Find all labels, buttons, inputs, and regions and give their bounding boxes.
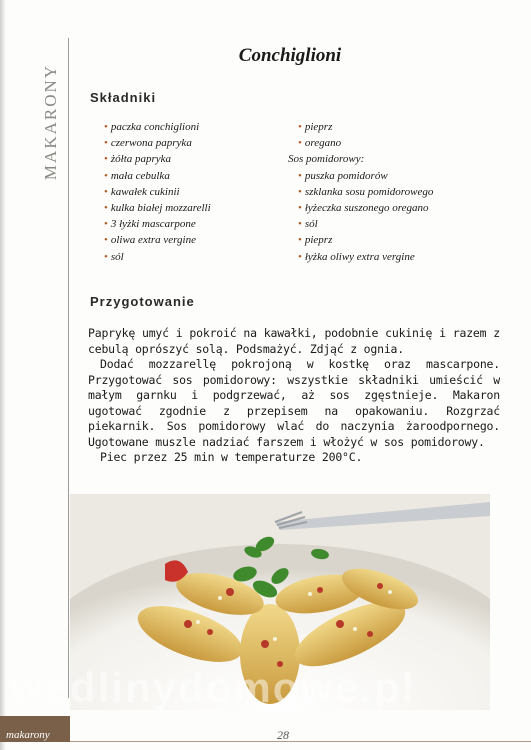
ingredient-text: kawałek cukinii <box>110 185 180 198</box>
ingredients-list-left <box>104 119 284 265</box>
ingredient-text: oliwa extra vergine <box>110 234 196 247</box>
ingredient-item <box>104 232 284 248</box>
recipe-title: Conchiglioni <box>238 45 342 66</box>
bullet-icon: • <box>298 121 302 133</box>
bullet-icon: • <box>298 185 302 198</box>
preparation-heading: Przygotowanie <box>90 294 195 309</box>
ingredient-text: puszka pomidorów <box>304 169 388 182</box>
bullet-icon: • <box>298 202 302 215</box>
bullet-icon: • <box>104 202 108 215</box>
bullet-icon: • <box>104 137 108 150</box>
ingredient-text: 3 łyżki mascarpone <box>110 218 196 231</box>
bullet-icon: • <box>104 121 108 133</box>
ingredient-item <box>104 249 284 265</box>
bullet-icon: • <box>298 169 302 182</box>
ingredient-text: sól <box>110 250 124 263</box>
ingredient-item <box>298 135 498 151</box>
ingredient-text: szklanka sosu pomidorowego <box>304 185 434 198</box>
preparation-text <box>88 326 500 466</box>
ingredient-text: mała cebulka <box>110 169 170 182</box>
section-tab-label: MAKARONY <box>41 63 60 181</box>
ingredient-item <box>104 168 284 184</box>
page-gutter <box>0 0 6 750</box>
ingredient-item <box>298 249 498 265</box>
bullet-icon: • <box>298 250 302 263</box>
ingredient-text: sól <box>304 218 318 231</box>
ingredient-item <box>298 168 498 184</box>
ingredient-text: Sos pomidorowy: <box>288 153 365 166</box>
bullet-icon: • <box>104 234 108 247</box>
ingredient-text: pieprz <box>304 121 333 133</box>
ingredient-text: pieprz <box>304 234 333 247</box>
ingredient-text: oregano <box>304 137 342 150</box>
bullet-icon: • <box>298 218 302 231</box>
footer-rule <box>70 741 531 742</box>
ingredient-text: łyżeczka suszonego oregano <box>304 202 429 215</box>
page-number: 28 <box>277 728 289 742</box>
ingredient-text: paczka conchiglioni <box>110 121 200 133</box>
bullet-icon: • <box>104 169 108 182</box>
ingredient-item <box>104 119 284 135</box>
ingredient-text: łyżka oliwy extra vergine <box>304 250 415 263</box>
sidebar-divider <box>68 38 69 698</box>
ingredient-item <box>298 119 498 135</box>
section-tab <box>36 42 66 202</box>
ingredients-list-right <box>288 119 498 265</box>
ingredient-item <box>104 151 284 167</box>
ingredient-item <box>104 184 284 200</box>
preparation-paragraph: Piec przez 25 min w temperaturze 200°C. <box>100 450 363 464</box>
preparation-paragraph: Paprykę umyć i pokroić na kawałki, podobnie cukinię i razem z cebulą oprószyć solą. Podsmażyć. Zdjąć z ognia. <box>88 326 500 356</box>
ingredient-text: żółta papryka <box>110 153 172 166</box>
bullet-icon: • <box>104 218 108 231</box>
footer-label: makarony <box>6 729 50 741</box>
bullet-icon: • <box>298 234 302 247</box>
ingredient-item <box>104 216 284 232</box>
preparation-paragraph: Dodać mozzarellę pokrojoną w kostkę oraz mascarpone. Przygotować sos pomidorowy: wszystkie składniki umieścić w małym garnku i podgrzewać, aż sos zgęstnieje. Makaron ugotować zgodnie z przepisem na opakowaniu. Rozgrzać piekarnik. Sos pomidorowy wlać do naczynia żaroodpornego. Ugotowane muszle nadziać farszem i włożyć w sos pomidorowy. <box>88 357 500 449</box>
ingredients-heading: Składniki <box>90 90 157 105</box>
bullet-icon: • <box>104 250 108 263</box>
ingredient-text: czerwona papryka <box>110 137 192 150</box>
bullet-icon: • <box>104 185 108 198</box>
watermark: wedlinydomowe.pl <box>10 664 416 711</box>
ingredient-item <box>298 232 498 248</box>
ingredient-item <box>104 200 284 216</box>
bullet-icon: • <box>104 153 108 166</box>
ingredient-item <box>298 200 498 216</box>
ingredient-item <box>298 184 498 200</box>
bullet-icon: • <box>298 137 302 150</box>
ingredient-item <box>298 216 498 232</box>
ingredient-text: kulka białej mozzarelli <box>110 202 211 215</box>
ingredient-item <box>104 135 284 151</box>
ingredient-subheading <box>288 151 498 167</box>
